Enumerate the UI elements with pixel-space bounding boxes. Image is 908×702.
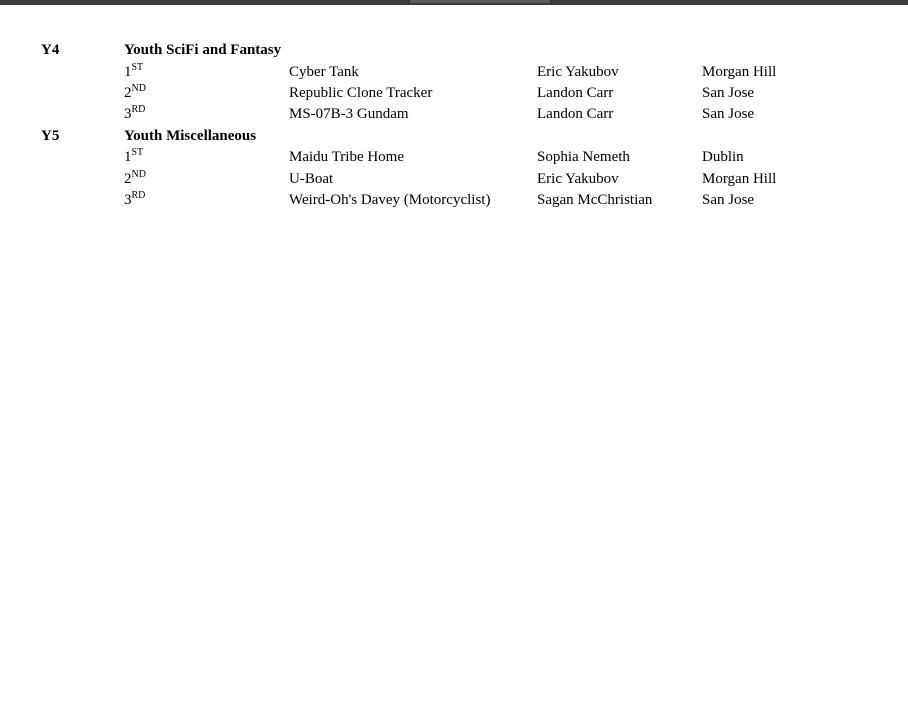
- place-suffix: RD: [131, 190, 146, 201]
- result-row: [0, 190, 908, 211]
- result-row: [0, 62, 908, 83]
- place: [124, 147, 143, 168]
- entrant-name: Eric Yakubov: [537, 171, 619, 187]
- place-suffix: RD: [131, 104, 146, 115]
- section-header-y5: [0, 126, 908, 147]
- place: [124, 190, 145, 211]
- entry-title: Republic Clone Tracker: [289, 85, 433, 101]
- entrant-city: Morgan Hill: [702, 64, 777, 80]
- place: [124, 104, 145, 125]
- entrant-city: Morgan Hill: [702, 171, 777, 187]
- place-suffix: ND: [131, 83, 146, 94]
- entry-title: Weird-Oh's Davey (Motorcyclist): [289, 192, 491, 208]
- place-suffix: ST: [131, 147, 144, 158]
- result-row: [0, 147, 908, 168]
- place-number: 3: [124, 106, 132, 122]
- place-number: 1: [124, 64, 132, 80]
- result-row: [0, 104, 908, 125]
- entrant-name: Landon Carr: [537, 106, 614, 122]
- place: [124, 83, 146, 104]
- section-header-y4: [0, 40, 908, 61]
- place: [124, 62, 143, 83]
- entry-title: Maidu Tribe Home: [289, 149, 405, 165]
- place-suffix: ST: [131, 62, 144, 73]
- entry-title: Cyber Tank: [289, 64, 359, 80]
- entrant-name: Eric Yakubov: [537, 64, 619, 80]
- entrant-name: Sagan McChristian: [537, 192, 653, 208]
- result-row: [0, 169, 908, 190]
- entrant-city: Dublin: [702, 149, 744, 165]
- category-title: Youth Miscellaneous: [124, 128, 257, 144]
- entrant-name: Sophia Nemeth: [537, 149, 630, 165]
- entrant-city: San Jose: [702, 85, 755, 101]
- entrant-city: San Jose: [702, 192, 755, 208]
- place-number: 1: [124, 149, 132, 165]
- place: [124, 169, 146, 190]
- result-row: [0, 83, 908, 104]
- place-number: 3: [124, 192, 132, 208]
- entrant-name: Landon Carr: [537, 85, 614, 101]
- entrant-city: San Jose: [702, 106, 755, 122]
- place-number: 2: [124, 171, 132, 187]
- place-number: 2: [124, 85, 132, 101]
- category-code: Y5: [41, 128, 60, 144]
- category-code: Y4: [41, 42, 60, 58]
- entry-title: MS-07B-3 Gundam: [289, 106, 409, 122]
- place-suffix: ND: [131, 169, 146, 180]
- entry-title: U-Boat: [289, 171, 334, 187]
- category-title: Youth SciFi and Fantasy: [124, 42, 282, 58]
